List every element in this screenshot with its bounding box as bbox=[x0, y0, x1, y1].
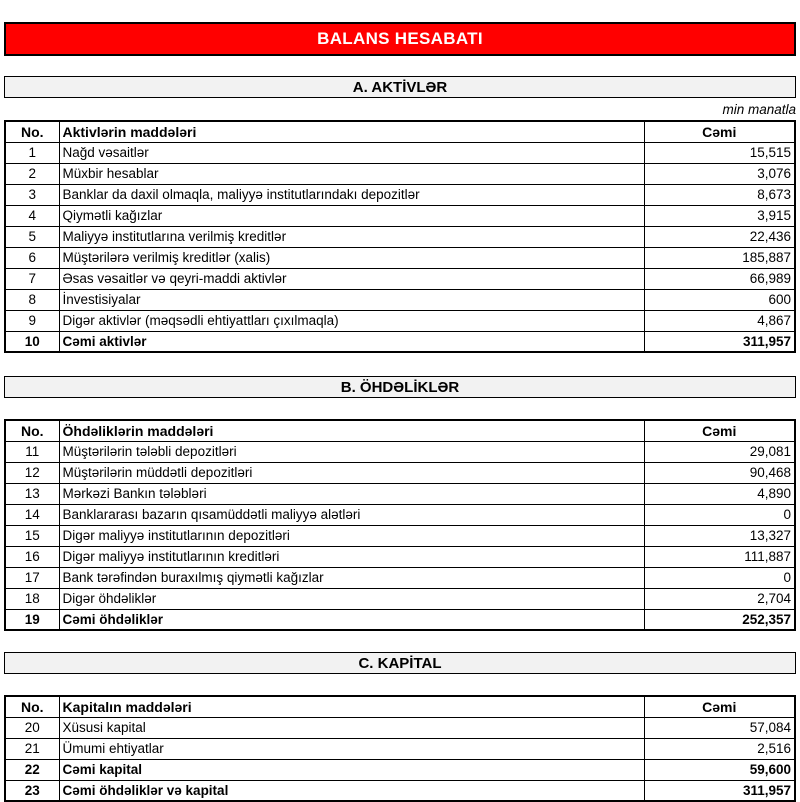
table-header-row bbox=[5, 420, 795, 441]
row-value: 90,468 bbox=[644, 462, 795, 483]
row-label: Cəmi öhdəliklər və kapital bbox=[59, 780, 644, 801]
col-header-total: Cəmi bbox=[644, 696, 795, 717]
row-value: 59,600 bbox=[644, 759, 795, 780]
row-value: 29,081 bbox=[644, 441, 795, 462]
row-label: Bank tərəfindən buraxılmış qiymətli kağızlar bbox=[59, 567, 644, 588]
row-label: Müştərilərin müddətli depozitləri bbox=[59, 462, 644, 483]
row-value: 0 bbox=[644, 567, 795, 588]
row-value: 4,867 bbox=[644, 310, 795, 331]
liabilities-table bbox=[4, 419, 796, 631]
row-label: Mərkəzi Bankın tələbləri bbox=[59, 483, 644, 504]
row-value: 57,084 bbox=[644, 717, 795, 738]
col-header-no: No. bbox=[5, 420, 59, 441]
row-no: 20 bbox=[5, 717, 59, 738]
row-no: 10 bbox=[5, 331, 59, 352]
table-row bbox=[5, 226, 795, 247]
table-row bbox=[5, 588, 795, 609]
row-label: İnvestisiyalar bbox=[59, 289, 644, 310]
table-row bbox=[5, 163, 795, 184]
row-value: 3,915 bbox=[644, 205, 795, 226]
col-header-total: Cəmi bbox=[644, 420, 795, 441]
row-label: Digər aktivlər (məqsədli ehtiyattları çıxılmaqla) bbox=[59, 310, 644, 331]
table-row bbox=[5, 462, 795, 483]
capital-table bbox=[4, 695, 796, 802]
row-label: Əsas vəsaitlər və qeyri-maddi aktivlər bbox=[59, 268, 644, 289]
table-row bbox=[5, 483, 795, 504]
row-no: 8 bbox=[5, 289, 59, 310]
row-value: 2,516 bbox=[644, 738, 795, 759]
row-value: 4,890 bbox=[644, 483, 795, 504]
table-row bbox=[5, 567, 795, 588]
row-label: Digər maliyyə institutlarının depozitləri bbox=[59, 525, 644, 546]
row-label: Banklararası bazarın qısamüddətli maliyyə alətləri bbox=[59, 504, 644, 525]
row-no: 4 bbox=[5, 205, 59, 226]
table-row bbox=[5, 310, 795, 331]
row-value: 3,076 bbox=[644, 163, 795, 184]
row-no: 6 bbox=[5, 247, 59, 268]
row-label: Müştərilərin tələbli depozitləri bbox=[59, 441, 644, 462]
row-no: 21 bbox=[5, 738, 59, 759]
row-no: 22 bbox=[5, 759, 59, 780]
row-label: Cəmi kapital bbox=[59, 759, 644, 780]
assets-table bbox=[4, 120, 796, 353]
row-value: 252,357 bbox=[644, 609, 795, 630]
row-label: Digər maliyyə institutlarının kreditləri bbox=[59, 546, 644, 567]
col-header-items: Kapitalın maddələri bbox=[59, 696, 644, 717]
row-no: 17 bbox=[5, 567, 59, 588]
col-header-no: No. bbox=[5, 696, 59, 717]
unit-note: min manatla bbox=[722, 101, 796, 117]
row-value: 600 bbox=[644, 289, 795, 310]
row-value: 8,673 bbox=[644, 184, 795, 205]
table-row bbox=[5, 525, 795, 546]
row-label: Müxbir hesablar bbox=[59, 163, 644, 184]
row-label: Maliyyə institutlarına verilmiş kreditlər bbox=[59, 226, 644, 247]
row-no: 9 bbox=[5, 310, 59, 331]
row-no: 23 bbox=[5, 780, 59, 801]
row-value: 0 bbox=[644, 504, 795, 525]
row-label: Digər öhdəliklər bbox=[59, 588, 644, 609]
section-header-assets bbox=[4, 76, 796, 98]
row-no: 5 bbox=[5, 226, 59, 247]
table-row bbox=[5, 205, 795, 226]
row-label: Ümumi ehtiyatlar bbox=[59, 738, 644, 759]
row-no: 14 bbox=[5, 504, 59, 525]
row-value: 66,989 bbox=[644, 268, 795, 289]
report-title-banner bbox=[4, 22, 796, 56]
row-label: Xüsusi kapital bbox=[59, 717, 644, 738]
row-no: 3 bbox=[5, 184, 59, 205]
section-title: B. ÖHDƏLİKLƏR bbox=[340, 378, 460, 396]
row-no: 11 bbox=[5, 441, 59, 462]
total-row-liabilities-and-capital bbox=[5, 780, 795, 801]
total-row-liabilities bbox=[5, 609, 795, 630]
col-header-items: Aktivlərin maddələri bbox=[59, 121, 644, 142]
row-label: Nağd vəsaitlər bbox=[59, 142, 644, 163]
total-row-assets bbox=[5, 331, 795, 352]
row-no: 15 bbox=[5, 525, 59, 546]
table-row bbox=[5, 546, 795, 567]
table-row bbox=[5, 717, 795, 738]
row-value: 311,957 bbox=[644, 331, 795, 352]
table-header-row bbox=[5, 696, 795, 717]
row-no: 12 bbox=[5, 462, 59, 483]
report-title: BALANS HESABATI bbox=[317, 29, 483, 48]
row-no: 1 bbox=[5, 142, 59, 163]
row-value: 111,887 bbox=[644, 546, 795, 567]
table-row bbox=[5, 142, 795, 163]
row-value: 22,436 bbox=[644, 226, 795, 247]
row-value: 311,957 bbox=[644, 780, 795, 801]
table-row bbox=[5, 504, 795, 525]
row-label: Qiymətli kağızlar bbox=[59, 205, 644, 226]
col-header-total: Cəmi bbox=[644, 121, 795, 142]
table-row bbox=[5, 738, 795, 759]
table-header-row bbox=[5, 121, 795, 142]
row-no: 16 bbox=[5, 546, 59, 567]
row-value: 15,515 bbox=[644, 142, 795, 163]
section-title: C. KAPİTAL bbox=[358, 654, 442, 672]
table-row bbox=[5, 184, 795, 205]
row-no: 13 bbox=[5, 483, 59, 504]
row-label: Cəmi aktivlər bbox=[59, 331, 644, 352]
row-no: 19 bbox=[5, 609, 59, 630]
row-no: 18 bbox=[5, 588, 59, 609]
table-row bbox=[5, 289, 795, 310]
row-no: 2 bbox=[5, 163, 59, 184]
section-header-capital bbox=[4, 652, 796, 674]
table-row bbox=[5, 441, 795, 462]
row-label: Banklar da daxil olmaqla, maliyyə institutlarındakı depozitlər bbox=[59, 184, 644, 205]
row-label: Müştərilərə verilmiş kreditlər (xalis) bbox=[59, 247, 644, 268]
table-row bbox=[5, 247, 795, 268]
row-value: 2,704 bbox=[644, 588, 795, 609]
col-header-no: No. bbox=[5, 121, 59, 142]
col-header-items: Öhdəliklərin maddələri bbox=[59, 420, 644, 441]
section-title: A. AKTİVLƏR bbox=[352, 78, 448, 96]
row-label: Cəmi öhdəliklər bbox=[59, 609, 644, 630]
row-no: 7 bbox=[5, 268, 59, 289]
row-value: 185,887 bbox=[644, 247, 795, 268]
row-value: 13,327 bbox=[644, 525, 795, 546]
section-header-liabilities bbox=[4, 376, 796, 398]
total-row-capital bbox=[5, 759, 795, 780]
table-row bbox=[5, 268, 795, 289]
